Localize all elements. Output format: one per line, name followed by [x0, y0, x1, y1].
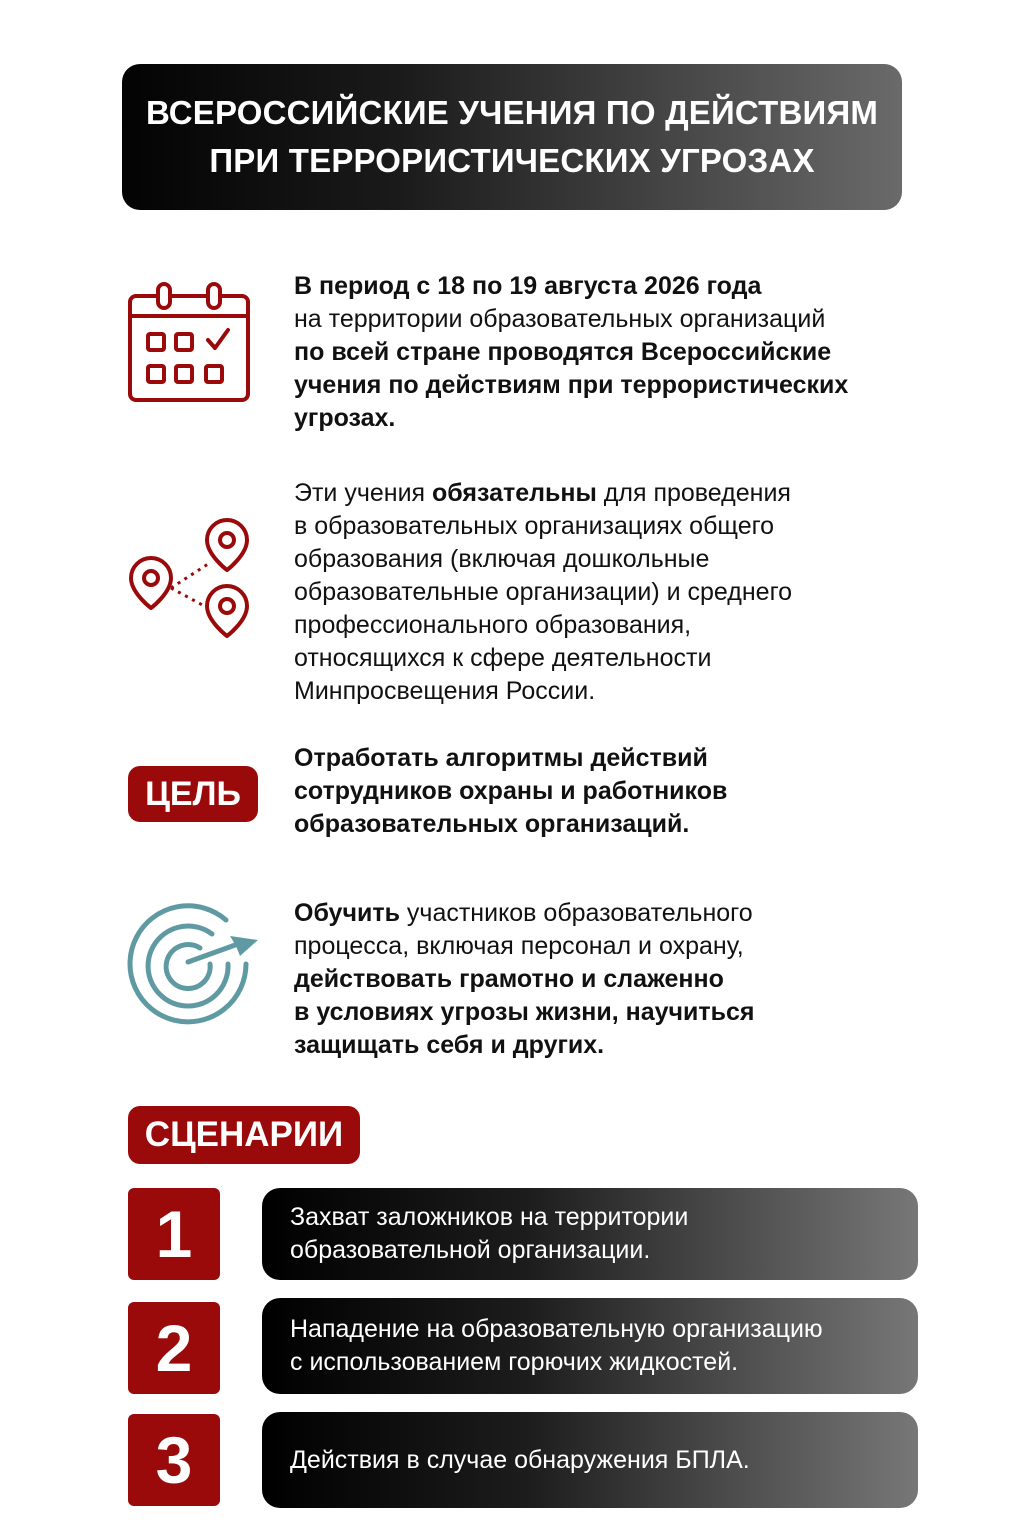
calendar-icon — [128, 282, 250, 404]
goal-line-3: образовательных организаций. — [294, 810, 690, 838]
dates-line-1: В период с 18 по 19 августа 2026 года — [294, 272, 762, 300]
training-keyword: Обучить — [294, 899, 400, 927]
dates-text — [294, 270, 848, 435]
mandatory-line-2: в образовательных организациях общего — [294, 512, 775, 540]
mandatory-keyword: обязательны — [432, 479, 597, 507]
scenario-card-2 — [262, 1298, 918, 1394]
scenario-2-line-2: с использованием горючих жидкостей. — [290, 1348, 739, 1376]
mandatory-line-1-post: для проведения — [596, 479, 791, 507]
scenario-card-1 — [262, 1188, 918, 1280]
dates-line-5: угрозах. — [294, 404, 396, 432]
dates-line-4: учения по действиям при террористических — [294, 371, 849, 399]
page-title-line-1: ВСЕРОССИЙСКИЕ УЧЕНИЯ ПО ДЕЙСТВИЯМ — [145, 94, 879, 131]
mandatory-text — [294, 477, 792, 708]
page-title-line-2: ПРИ ТЕРРОРИСТИЧЕСКИХ УГРОЗАХ — [209, 142, 815, 179]
training-line-1-post: участников образовательного — [399, 899, 753, 927]
page-title-banner — [122, 64, 902, 210]
target-arrow-icon — [126, 898, 260, 1026]
scenario-card-3 — [262, 1412, 918, 1508]
scenario-number-1: 1 — [128, 1188, 220, 1280]
scenario-2-line-1: Нападение на образовательную организацию — [290, 1315, 823, 1343]
mandatory-line-3: образования (включая дошкольные — [294, 545, 710, 573]
dates-line-2: на территории образовательных организаций — [294, 305, 826, 333]
dates-line-3: по всей стране проводятся Всероссийские — [294, 338, 832, 366]
scenario-1-line-1: Захват заложников на территории — [290, 1203, 689, 1231]
training-line-1 — [294, 897, 755, 930]
mandatory-line-4: образовательные организации) и среднего — [294, 578, 793, 606]
goal-line-1: Отработать алгоритмы действий — [294, 744, 708, 772]
mandatory-line-5: профессионального образования, — [294, 611, 692, 639]
mandatory-line-7: Минпросвещения России. — [294, 677, 596, 705]
training-line-5: защищать себя и других. — [294, 1031, 605, 1059]
training-line-2: процесса, включая персонал и охрану, — [294, 932, 744, 960]
scenario-number-3: 3 — [128, 1414, 220, 1506]
mandatory-line-6: относящихся к сфере деятельности — [294, 644, 712, 672]
goal-badge: ЦЕЛЬ — [128, 766, 258, 822]
location-pins-icon — [126, 516, 252, 640]
training-text — [294, 897, 755, 1062]
scenario-number-2: 2 — [128, 1302, 220, 1394]
goal-text — [294, 742, 727, 841]
training-line-4: в условиях угрозы жизни, научиться — [294, 998, 755, 1026]
scenario-3-line-1: Действия в случае обнаружения БПЛА. — [290, 1445, 750, 1474]
mandatory-line-1-pre: Эти учения — [294, 479, 433, 507]
training-line-3: действовать грамотно и слаженно — [294, 965, 724, 993]
scenario-1-line-2: образовательной организации. — [290, 1236, 651, 1264]
mandatory-line-1 — [294, 477, 792, 510]
scenarios-heading: СЦЕНАРИИ — [128, 1106, 360, 1164]
goal-line-2: сотрудников охраны и работников — [294, 777, 728, 805]
